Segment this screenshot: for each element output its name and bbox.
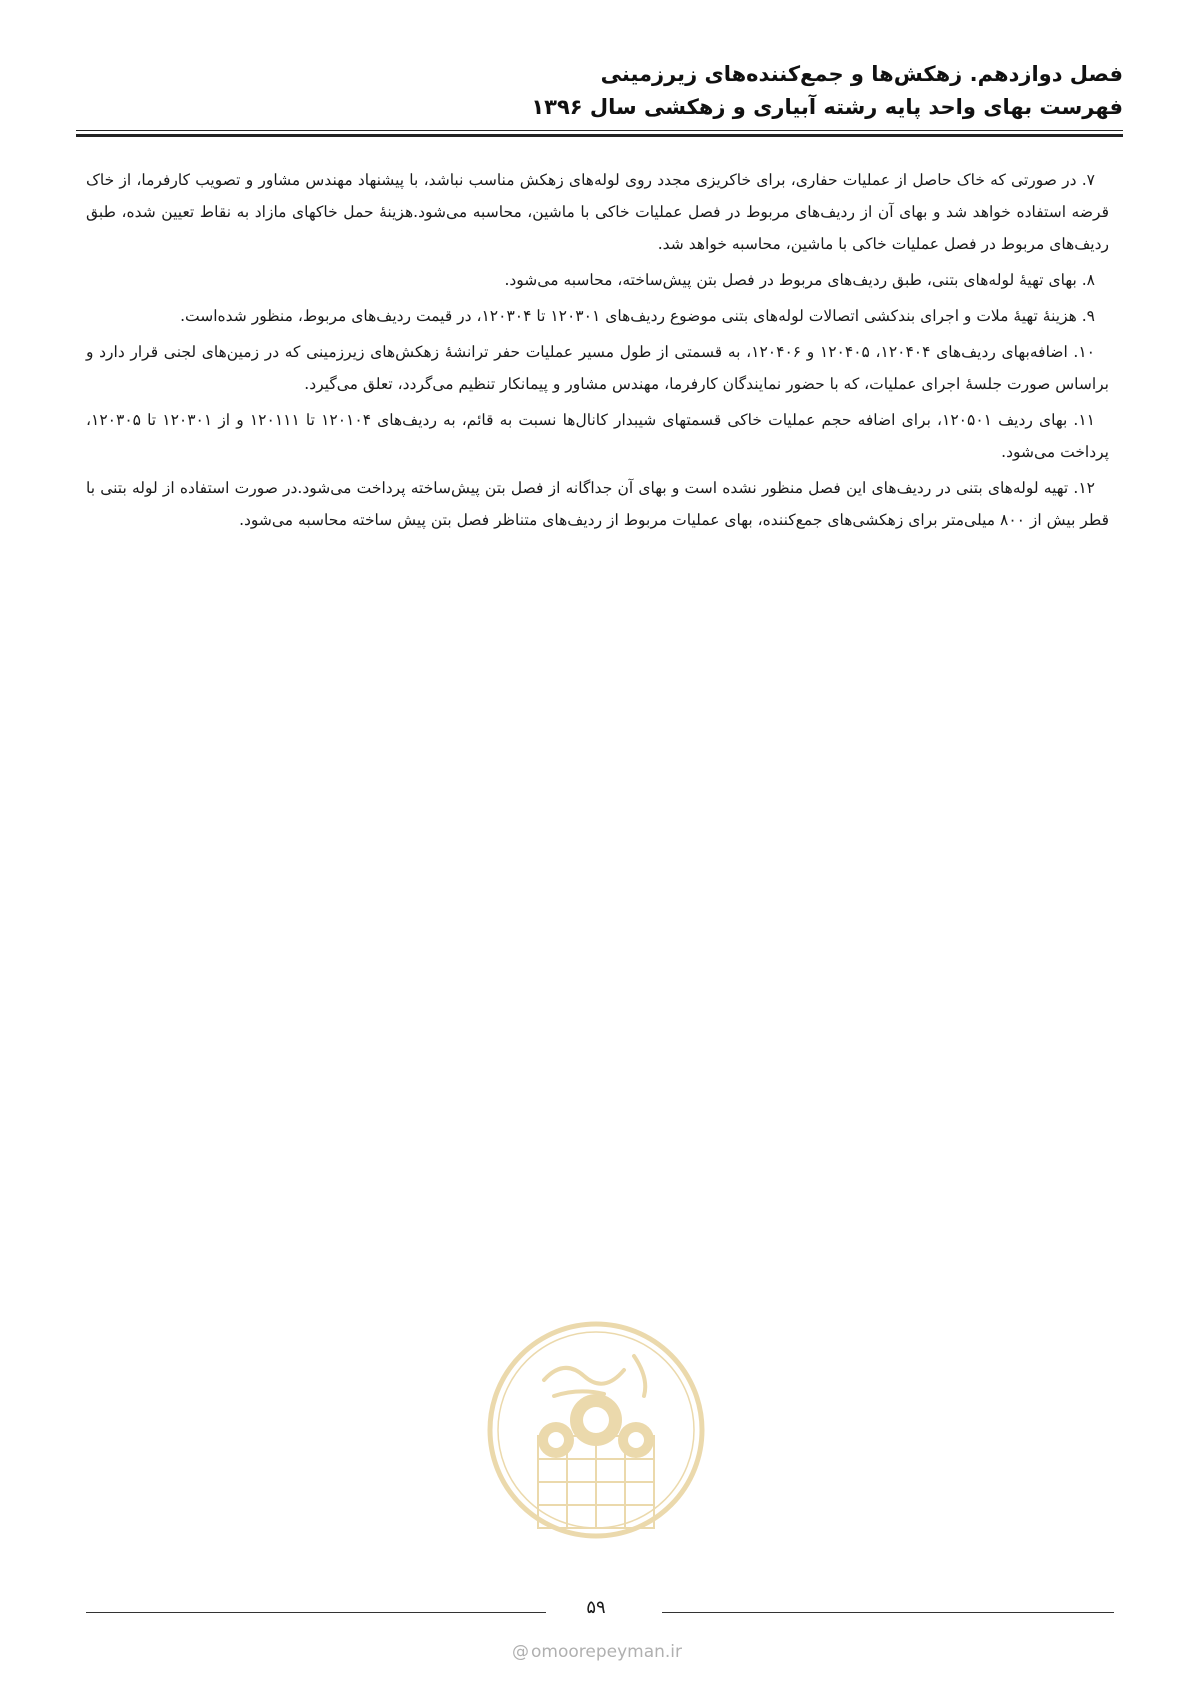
paragraph-10: ۱۰. اضافه‌بهای ردیف‌های ۱۲۰۴۰۴، ۱۲۰۴۰۵ و ۱۲۰۴۰۶، به قسمتی از طول مسیر عملیات حفر ترانشهٔ زهکش‌های زیرزمینی که در زمین‌های لجنی قرار دارد و براساس صورت جلسهٔ اجرای عملیات، که با حضور نمایندگان کارفرما، مهندس مشاور و پیمانکار تنظیم می‌گردد، تعلق می‌گیرد. xyxy=(86,343,1109,393)
paragraph-8: ۸. بهای تهیهٔ لوله‌های بتنی، طبق ردیف‌های مربوط در فصل بتن پیش‌ساخته، محاسبه می‌شود. xyxy=(504,271,1095,289)
at-sign-icon: @ xyxy=(511,1642,529,1662)
page-number: ۵۹ xyxy=(586,1597,606,1618)
paragraph-11: ۱۱. بهای ردیف ۱۲۰۵۰۱، برای اضافه حجم عملیات خاکی قسمتهای شیبدار کانال‌ها نسبت به قائم، به ردیف‌های ۱۲۰۱۰۴ تا ۱۲۰۱۱۱ و از ۱۲۰۳۰۱ تا ۱۲۰۳۰۵، پرداخت می‌شود. xyxy=(86,411,1109,461)
paragraph-7: ۷. در صورتی که خاک حاصل از عملیات حفاری، برای خاکریزی مجدد روی لوله‌های زهکش مناسب نباشد، با پیشنهاد مهندس مشاور و تصویب کارفرما، از خاک قرضه استفاده خواهد شد و بهای آن از ردیف‌های مربوط در فصل عملیات خاکی با ماشین، محاسبه می‌شود.هزینهٔ حمل خاکهای مازاد به نقاط تعیین شده، طبق ردیف‌های مربوط در فصل عملیات خاکی با ماشین، محاسبه خواهد شد. xyxy=(86,171,1109,253)
paragraph-12: ۱۲. تهیه لوله‌های بتنی در ردیف‌های این فصل منظور نشده است و بهای آن جداگانه از فصل بتن پیش‌ساخته پرداخت می‌شود.در صورت استفاده از لوله بتنی با قطر بیش از ۸۰۰ میلی‌متر برای زهکشی‌های جمع‌کننده، بهای عملیات مربوط از ردیف‌های متناظر فصل بتن پیش ساخته محاسبه می‌شود. xyxy=(86,479,1109,529)
omoorepeyman-logo-watermark xyxy=(484,1318,708,1542)
footer-rule-left xyxy=(86,1612,546,1613)
site-url: omoorepeyman.ir xyxy=(530,1642,683,1662)
document-subtitle: فهرست بهای واحد پایه رشته آبیاری و زهکشی سال ۱۳۹۶ xyxy=(531,95,1123,119)
body-content xyxy=(86,164,1109,540)
header-rule-thin xyxy=(76,130,1123,131)
paragraph-9: ۹. هزینهٔ تهیهٔ ملات و اجرای بندکشی اتصالات لوله‌های بتنی موضوع ردیف‌های ۱۲۰۳۰۱ تا ۱۲۰۳۰۴، در قیمت ردیف‌های مربوط، منظور شده‌است. xyxy=(180,307,1095,325)
header-rule-thick xyxy=(76,134,1123,137)
footer-rule-right xyxy=(662,1612,1114,1613)
page-header xyxy=(86,58,1123,124)
site-credit xyxy=(487,1642,707,1662)
chapter-title: فصل دوازدهم. زهکش‌ها و جمع‌کننده‌های زیرزمینی xyxy=(600,62,1123,86)
